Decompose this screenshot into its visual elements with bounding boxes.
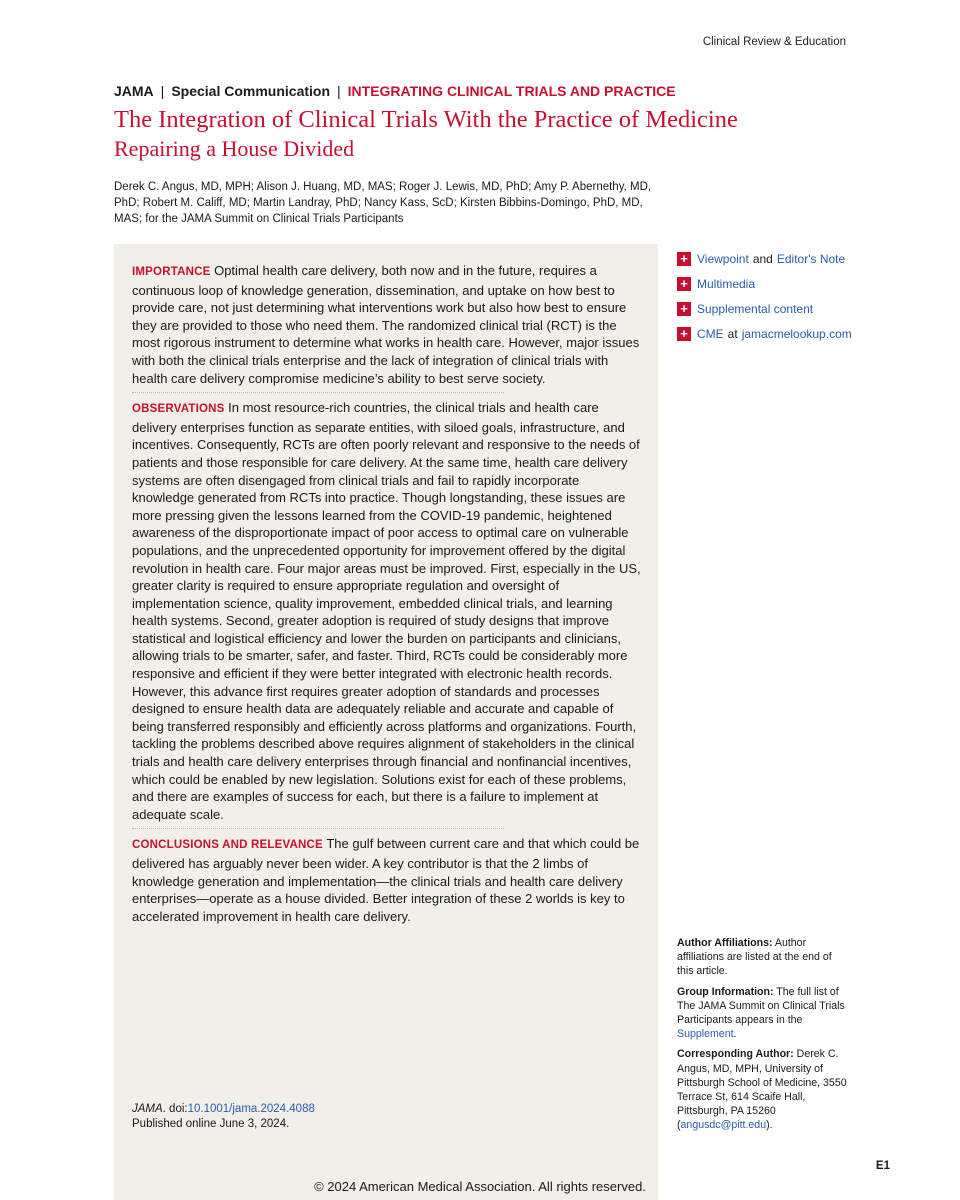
author-affiliations [677,936,849,979]
citation-block [132,1102,315,1132]
author-affiliations-text: Author affiliations are listed at the end of this article. [677,937,832,978]
published-date: Published online June 3, 2024. [132,1118,290,1130]
link-joiner: at [727,326,738,341]
section-label: Clinical Review & Education [702,36,846,48]
observations-paragraph [132,399,642,823]
article-notes [677,936,849,1139]
group-information [677,985,849,1042]
importance-paragraph [132,262,642,387]
author-affiliations-label: Author Affiliations: [677,937,773,949]
plus-icon[interactable]: + [677,252,691,266]
observations-text: In most resource-rich countries, the clinical trials and health care delivery enterprises function as separate entities, with siloed goals, infrastructure, and incentives. Consequently, RCTs are often poorly relevant and responsive to the needs of patients and those responsible for care delivery. At the same time, health care delivery systems are often disengaged from clinical trials and fail to rapidly incorporate knowledge generated from RCTs into practice. Though longstanding, these issues are more pressing given the lessons learned from the COVID-19 pandemic, heightened awareness of the disproportionate impact of poor access to optimal care on vulnerable populations, and the unprecedented opportunity for improvement offered by the digital revolution in health care. Four major areas must be improved. First, especially in the US, greater clarity is required to ensure appropriate regulation and oversight of implementation science, quality improvement, embedded clinical trials, and learning health systems. Second, greater adoption is required of study designs that improve statistical and logistical efficiency and lower the burden on participants and clinicians, allowing trials to be smarter, safer, and faster. Third, RCTs could be considerably more responsive and efficient if they were better integrated with electronic health records. However, this advance first requires greater adoption of standards and processes designed to ensure health data are adequately reliable and accurate and capable of being transferred responsibly and efficiently across platforms and organizations. Fourth, tackling the problems described above requires alignment of stakeholders in the clinical trials and health care delivery enterprises through financial and nonfinancial incentives, which could be enabled by new legislation. Solutions exist for each of these problems, and there are examples of success for each, but there is a failure to implement at adequate scale. [132,400,641,822]
doi-link[interactable]: 10.1001/jama.2024.4088 [187,1103,315,1115]
group-information-text: The full list of The JAMA Summit on Clinical Trials Participants appears in the [677,985,845,1027]
article-type: Special Communication [171,83,331,99]
abstract-text [132,262,642,925]
plus-icon[interactable]: + [677,277,691,291]
corresponding-author-text: Derek C. Angus, MD, MPH, University of Pittsburgh School of Medicine, 3550 Terrace St, 614 Scaife Hall, Pittsburgh, PA 15260 [677,1048,847,1118]
group-information-label: Group Information: [677,985,774,998]
sidebar-link-supplemental[interactable] [677,296,877,321]
importance-text: Optimal health care delivery, both now and in the future, requires a continuous loop of knowledge generation, dissemination, and uptake on how best to provide care, not just determining what interventions work but also how best to ensure they are provided to those who need them. The randomized clinical trial (RCT) is the most rigorous instrument to determine what works in health care. However, major issues with both the clinical trials enterprise and the lack of integration of clinical trials with health care delivery compromise medicine’s ability to best serve society. [132,263,640,386]
header-separator-1: | [160,83,165,99]
conclusions-text: The gulf between current care and that which could be delivered has arguably never been wider. A key contributor is that the 2 limbs of knowledge generation and implementation—the clinical trials and health care delivery enterprises—operate as a house divided. Better integration of these 2 worlds is key to accelerated improvement in health care delivery. [132,836,640,924]
conclusions-paragraph [132,835,642,925]
email-link[interactable]: angusdc@pitt.edu [680,1119,767,1132]
group-information-end: . [733,1028,737,1041]
article-subtitle: Repairing a House Divided [114,136,355,161]
plus-icon[interactable]: + [677,327,691,341]
viewpoint-link[interactable]: Viewpoint [697,251,749,266]
editors-note-link[interactable]: Editor's Note [776,251,846,266]
observations-heading: OBSERVATIONS [132,403,225,416]
supplement-link[interactable]: Supplement [677,1028,734,1041]
multimedia-link[interactable]: Multimedia [697,276,756,291]
citation-journal: JAMA [132,1103,163,1115]
abstract-panel [114,244,658,1200]
related-links [677,246,877,346]
doi-prefix: . doi: [162,1103,188,1115]
corresponding-author-label: Corresponding Author: [677,1048,794,1061]
abstract-divider [132,828,504,829]
importance-heading: IMPORTANCE [132,266,211,278]
doi-line [132,1102,315,1117]
plus-icon[interactable]: + [677,302,691,316]
supplemental-link[interactable]: Supplemental content [697,301,814,316]
article-topic[interactable]: INTEGRATING CLINICAL TRIALS AND PRACTICE [347,83,676,99]
journal-name: JAMA [114,83,154,99]
conclusions-heading: CONCLUSIONS AND RELEVANCE [132,839,323,852]
sidebar-link-viewpoint[interactable] [677,246,877,271]
abstract-divider [132,392,504,393]
sidebar-link-cme[interactable] [677,321,877,346]
sidebar-link-multimedia[interactable] [677,271,877,296]
header-separator-2: | [337,83,341,99]
copyright-notice: © 2024 American Medical Association. All rights reserved. [314,1179,646,1194]
link-joiner: and [752,251,773,266]
article-title: The Integration of Clinical Trials With the Practice of Medicine [114,106,738,133]
cme-site-link[interactable]: jamacmelookup.com [741,326,852,341]
page-number: E1 [875,1160,890,1172]
cme-link[interactable]: CME [697,326,724,341]
corresponding-author: Corresponding Author: Derek C. Angus, MD, MPH, University of Pittsburgh School of Medicine, 3550 Terrace St, 614 Scaife Hall, Pittsburgh, PA 15260 (angusdc@pitt.edu). [677,1048,847,1132]
author-list: Derek C. Angus, MD, MPH; Alison J. Huang, MD, MAS; Roger J. Lewis, MD, PhD; Amy P. Abernethy, MD, PhD; Robert M. Califf, MD; Martin Landray, PhD; Nancy Kass, ScD; Kirsten Bibbins-Domingo, PhD, MD, MAS; for the JAMA Summit on Clinical Trials Participants [114,181,652,225]
journal-header [114,83,676,99]
